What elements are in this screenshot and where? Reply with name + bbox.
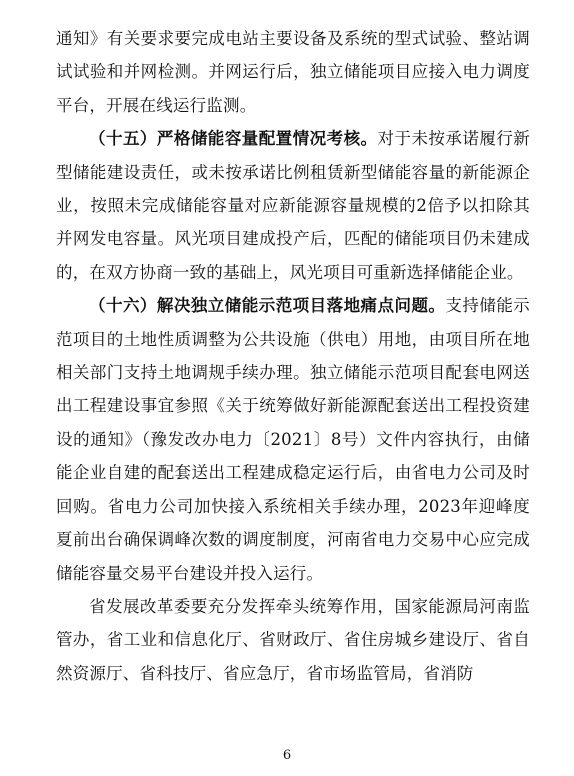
paragraph-text: 通知》有关要求要完成电站主要设备及系统的型式试验、整站调试试验和并网检测。并网运行后，独立储能项目应接入电力调度平台，开展在线运行监测。 bbox=[56, 29, 530, 115]
paragraph-closing bbox=[56, 590, 530, 690]
paragraph-text: 省发展改革委要充分发挥牵头统筹作用，国家能源局河南监管办，省工业和信息化厅、省财政厅、省住房城乡建设厅、省自然资源厅、省科技厅、省应急厅，省市场监管局，省消防 bbox=[56, 596, 530, 683]
paragraph-section-16 bbox=[56, 289, 530, 590]
document-page bbox=[56, 22, 530, 690]
paragraph-text: 对于未按承诺履行新型储能建设责任，或未按承诺比例租赁新型储能容量的新能源企业，按照未完成储能容量对应新能源容量规模的2倍予以扣除其并网发电容量。风光项目建成投产后，匹配的储能项目仍未建成的，在双方协商一致的基础上，风光项目可重新选择储能企业。 bbox=[56, 129, 530, 282]
paragraph-section-15 bbox=[56, 122, 530, 289]
paragraph-continuation bbox=[56, 22, 530, 122]
section-heading: （十五）严格储能容量配置情况考核。 bbox=[89, 129, 378, 149]
page-number: 6 bbox=[282, 748, 292, 763]
paragraph-text: 支持储能示范项目的土地性质调整为公共设施（供电）用地，由项目所在地相关部门支持土地调规手续办理。独立储能示范项目配套电网送出工程建设事宜参照《关于统筹做好新能源配套送出工程投资建设的通知》（豫发改办电力〔2021〕8号）文件内容执行，由储能企业自建的配套送出工程建成稳定运行后，由省电力公司及时回购。省电力公司加快接入系统相关手续办理，2023年迎峰度夏前出台确保调峰次数的调度制度，河南省电力交易中心应完成储能容量交易平台建设并投入运行。 bbox=[56, 296, 531, 583]
section-heading: （十六）解决独立储能示范项目落地痛点问题。 bbox=[89, 296, 446, 316]
